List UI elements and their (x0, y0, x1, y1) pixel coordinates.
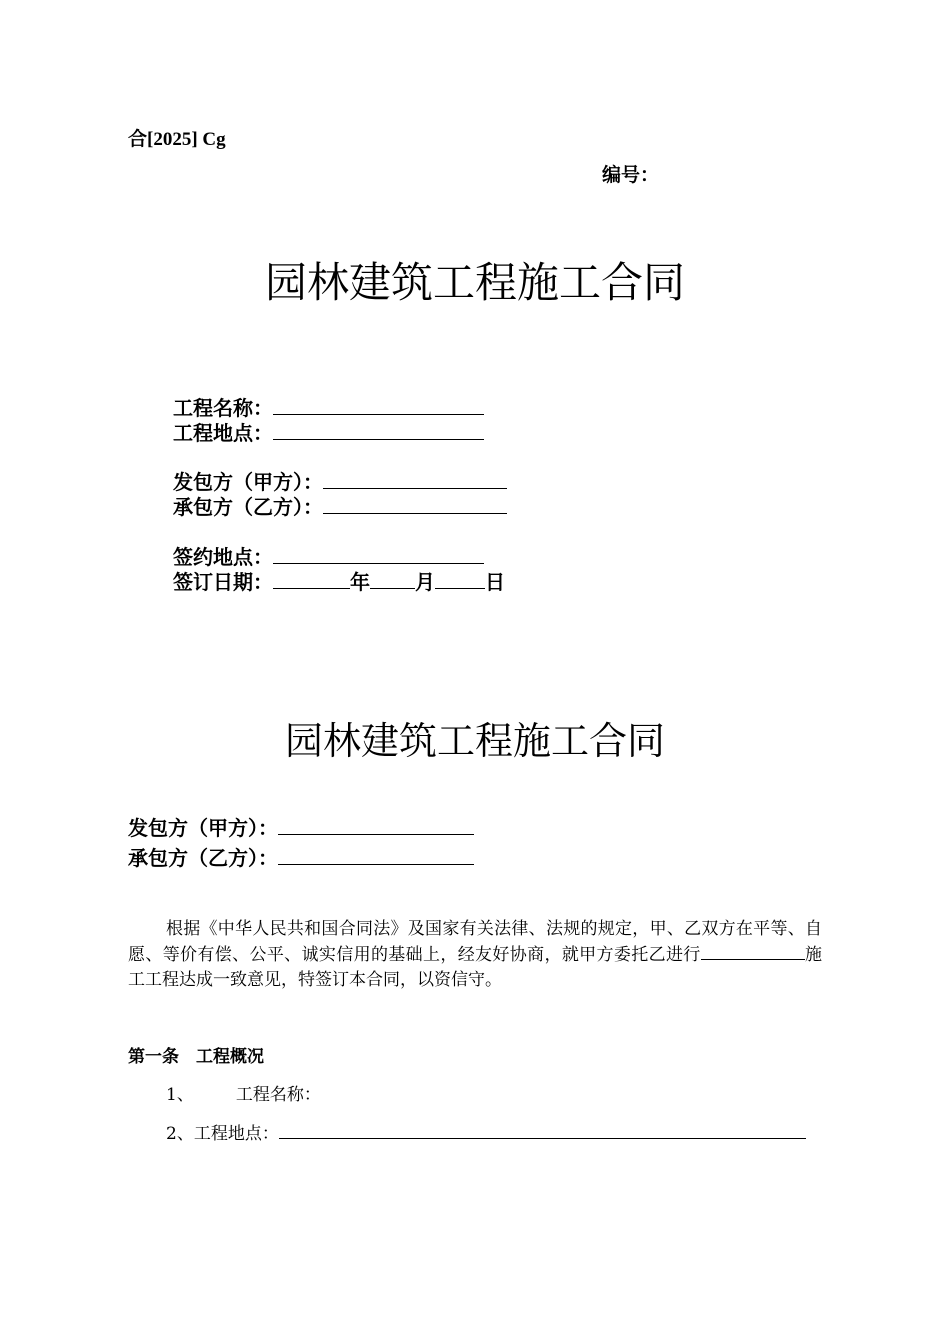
cover-signing-place-label: 签约地点： (173, 545, 273, 569)
intro-text-part1: 根据《中华人民共和国合同法》及国家有关法律、法规的规定，甲、乙双方在平等、自愿、等价有偿、公平、诚实信用的基础上，经友好协商，就甲方委托乙进行 (128, 919, 822, 965)
item-1-number: 1、 (166, 1085, 194, 1105)
intro-project-blank (701, 942, 805, 960)
cover-project-name-blank (273, 394, 484, 415)
item-1-label: 工程名称： (235, 1085, 321, 1105)
cover-signing-place-blank (273, 543, 484, 564)
serial-number-label: 编号： (602, 164, 660, 186)
body-party-b-blank (278, 844, 474, 865)
cover-project-location-label: 工程地点： (173, 421, 273, 445)
cover-party-a-blank (323, 468, 507, 489)
contract-code: 合[2025] Cg (128, 129, 226, 150)
cover-party-b-label: 承包方（乙方）： (173, 495, 323, 519)
body-party-b-row (128, 842, 474, 871)
body-title: 园林建筑工程施工合同 (284, 719, 665, 763)
cover-party-a-label: 发包方（甲方）： (173, 470, 323, 494)
day-label: 日 (485, 570, 505, 594)
article-1-heading: 第一条 工程概况 (128, 1047, 264, 1067)
cover-project-name-label: 工程名称： (173, 396, 273, 420)
cover-party-b-row (173, 491, 507, 520)
body-party-b-label: 承包方（乙方）： (128, 846, 278, 870)
cover-title: 园林建筑工程施工合同 (264, 258, 685, 307)
intro-text-part2: 施工工程达成一致意见，特签订本合同，以资信守。 (128, 945, 823, 990)
cover-project-location-row (173, 417, 484, 446)
article-1-item-1 (166, 1080, 321, 1105)
month-blank (370, 568, 415, 589)
cover-party-b-blank (323, 493, 507, 514)
year-blank (273, 568, 350, 589)
item-2-location-blank (279, 1121, 806, 1139)
body-party-a-row (128, 812, 474, 841)
body-party-a-label: 发包方（甲方）： (128, 816, 278, 840)
intro-paragraph (128, 917, 822, 993)
cover-project-location-blank (273, 419, 484, 440)
day-blank (435, 568, 485, 589)
month-label: 月 (415, 570, 435, 594)
cover-signing-date-row (173, 566, 505, 595)
item-2-label: 2、工程地点： (166, 1124, 279, 1144)
body-party-a-blank (278, 814, 474, 835)
year-label: 年 (350, 570, 370, 594)
cover-signing-date-label: 签订日期： (173, 570, 273, 594)
article-1-item-2 (166, 1119, 806, 1144)
